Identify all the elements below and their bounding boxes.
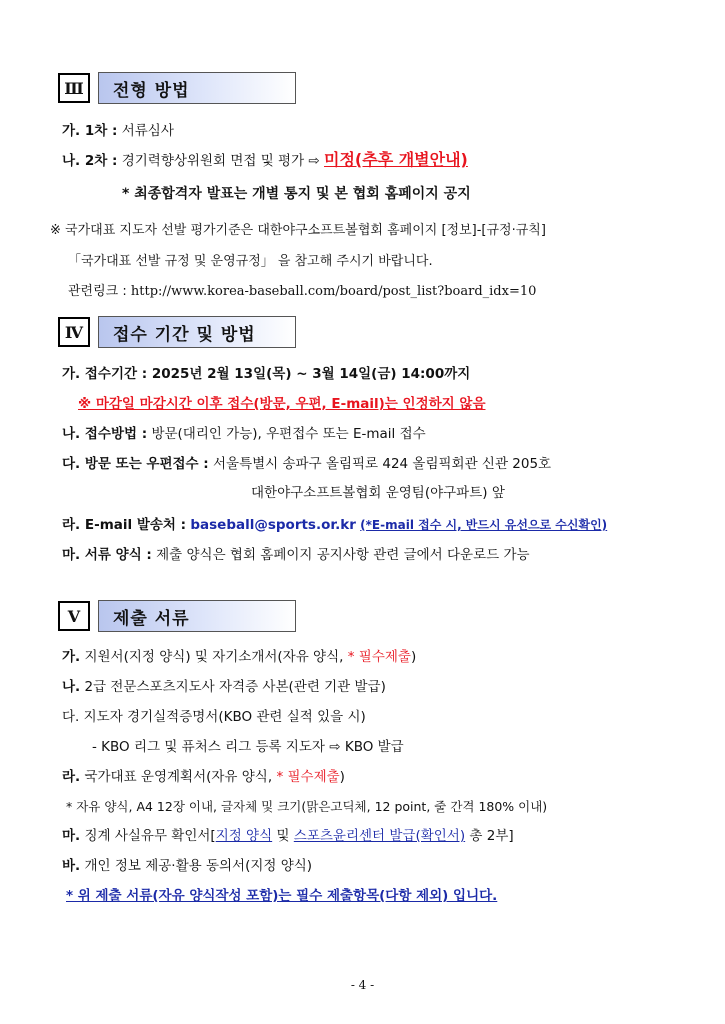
section-3-numeral: Ⅲ <box>58 73 90 103</box>
required-badge: * 필수제출 <box>276 769 340 785</box>
free-format-note: * 자유 양식, A4 12장 이내, 글자체 및 크기(맑은고딕체, 12 point, 줄 간격 180% 이내) <box>66 799 548 814</box>
section-3-header <box>58 72 296 104</box>
sec4-item-a: 가. 접수기간 : 2025년 2월 13일(목) ~ 3월 14일(금) 14:00까지 <box>62 366 471 382</box>
sec4-item-c: 다. 방문 또는 우편접수 : 서울특별시 송파구 올림픽로 424 올림픽회관 신관 205호 <box>62 456 552 472</box>
section-5-header <box>58 600 296 632</box>
sec4-item-b: 나. 접수방법 : 방문(대리인 가능), 우편접수 또는 E-mail 접수 <box>62 426 426 442</box>
announcement-notice: * 최종합격자 발표는 개별 통지 및 본 협회 홈페이지 공지 <box>122 186 471 202</box>
section-4-header <box>58 316 296 348</box>
section-4-numeral: Ⅳ <box>58 317 90 347</box>
section-5-title: 제출 서류 <box>98 600 296 632</box>
sec4-item-c-addressee: 대한야구소프트볼협회 운영팀(야구파트) 앞 <box>251 485 505 501</box>
email-address[interactable]: baseball@sports.or.kr <box>190 517 356 533</box>
email-confirm-note: (*E-mail 접수 시, 반드시 유선으로 수신확인) <box>360 518 608 532</box>
page-number: - 4 - <box>350 978 375 992</box>
criteria-reference: ※ 국가대표 지도자 선발 평가기준은 대한야구소프트볼협회 홈페이지 [정보]-[규정·규칙] <box>50 223 546 238</box>
section-5-numeral: Ⅴ <box>58 601 90 631</box>
ethics-center-link[interactable]: 스포츠윤리센터 발급(확인서) <box>293 828 466 844</box>
section-3-title: 전형 방법 <box>98 72 296 104</box>
criteria-reference-2: 「국가대표 선발 규정 및 운영규정」 을 참고해 주시기 바랍니다. <box>68 254 433 269</box>
required-badge: * 필수제출 <box>347 649 411 665</box>
sec3-item-a: 가. 1차 : 서류심사 <box>62 123 174 139</box>
required-documents-note: * 위 제출 서류(자유 양식작성 포함)는 필수 제출항목(다항 제외) 입니다. <box>66 888 498 904</box>
sec4-item-d: 라. E-mail 발송처 : baseball@sports.or.kr (*E-mail 접수 시, 반드시 유선으로 수신확인) <box>62 517 608 533</box>
schedule-tbd-highlight: 미정(추후 개별안내) <box>324 150 468 169</box>
sec5-item-c-sub: - KBO 리그 및 퓨처스 리그 등록 지도자 ⇨ KBO 발급 <box>92 739 404 755</box>
sec5-item-b: 나. 2급 전문스포츠지도사 자격증 사본(관련 기관 발급) <box>62 679 386 695</box>
sec5-item-f: 바. 개인 정보 제공·활용 동의서(지정 양식) <box>62 858 313 874</box>
designated-form-link[interactable]: 지정 양식 <box>215 828 273 844</box>
sec3-item-b: 나. 2차 : 경기력향상위원회 면접 및 평가 ⇨ 미정(추후 개별안내) <box>62 150 468 169</box>
sec5-item-d: 라. 국가대표 운영계획서(자유 양식, * 필수제출) <box>62 769 345 785</box>
deadline-warning: ※ 마감일 마감시간 이후 접수(방문, 우편, E-mail)는 인정하지 않음 <box>78 396 486 412</box>
related-link: 관련링크 : http://www.korea-baseball.com/board/post_list?board_idx=10 <box>68 284 537 299</box>
sec5-item-c: 다. 지도자 경기실적증명서(KBO 관련 실적 있을 시) <box>62 709 366 725</box>
sec5-item-a: 가. 지원서(지정 양식) 및 자기소개서(자유 양식, * 필수제출) <box>62 649 417 665</box>
section-4-title: 접수 기간 및 방법 <box>98 316 296 348</box>
sec4-item-e: 마. 서류 양식 : 제출 양식은 협회 홈페이지 공지사항 관련 글에서 다운로드 가능 <box>62 547 530 563</box>
sec5-item-e: 마. 징계 사실유무 확인서[지정 양식 및 스포츠윤리센터 발급(확인서) 총 2부] <box>62 828 514 844</box>
related-link-url[interactable]: http://www.korea-baseball.com/board/post_list?board_idx=10 <box>130 284 537 299</box>
